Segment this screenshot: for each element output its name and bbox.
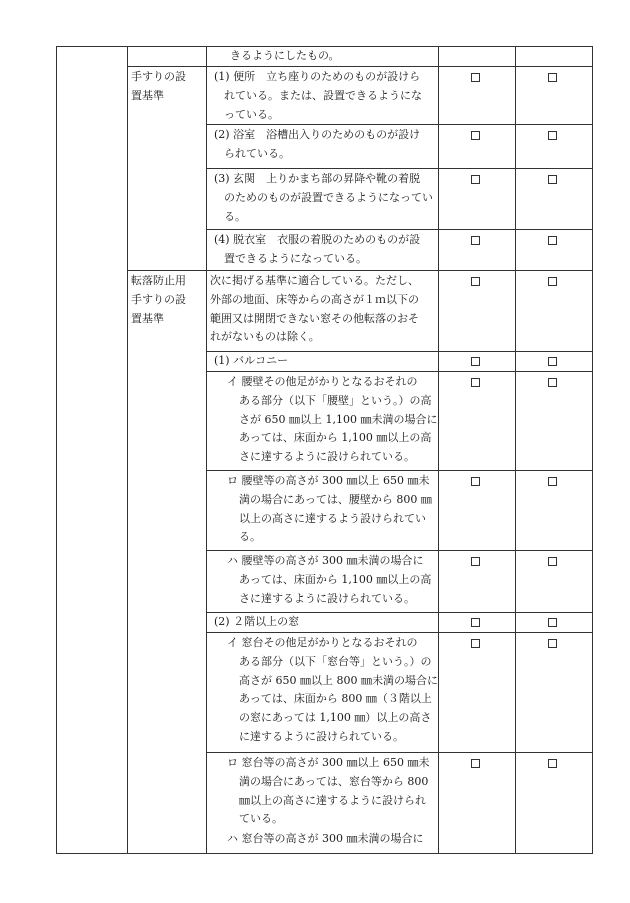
- text-line: あっては、床面から 1,100 ㎜以上の高: [239, 431, 432, 445]
- subcategory-line: 手すりの設: [131, 292, 186, 306]
- checkbox[interactable]: [548, 131, 557, 140]
- text-line: の窓にあっては 1,100 ㎜）以上の高さ: [239, 711, 432, 725]
- text-line: 高さが 650 ㎜以上 800 ㎜未満の場合に: [239, 673, 438, 687]
- bottom-border: [56, 853, 593, 854]
- checkbox[interactable]: [548, 378, 557, 387]
- text-line: 満の場合にあっては、窓台等から 800: [239, 774, 429, 788]
- row-line: [206, 632, 593, 633]
- checkbox[interactable]: [471, 378, 480, 387]
- row-line: [127, 66, 593, 67]
- text-line: イ 腰壁その他足がかりとなるおそれの: [227, 375, 418, 388]
- text-line: ハ 窓台等の高さが 300 ㎜未満の場合に: [227, 832, 424, 845]
- checkbox[interactable]: [548, 175, 557, 184]
- text-line: (4) 脱衣室 衣服の着脱のためのものが設: [214, 233, 421, 246]
- checkbox[interactable]: [471, 639, 480, 648]
- checkbox[interactable]: [548, 759, 557, 768]
- row-text: [227, 830, 423, 849]
- text-line: ロ 腰壁等の高さが 300 ㎜以上 650 ㎜未: [227, 474, 430, 487]
- text-line: れがないものは除く。: [210, 330, 320, 344]
- text-line: のためのものが設置できるようになってい: [224, 190, 433, 204]
- row-line: [206, 752, 593, 753]
- row-text: [214, 126, 420, 164]
- subcategory-line: 置基準: [131, 88, 164, 102]
- checkbox[interactable]: [471, 175, 480, 184]
- row-line: [206, 168, 593, 169]
- text-line: さに達するように設けられている。: [239, 591, 415, 605]
- text-line: ている。: [239, 812, 283, 826]
- row-text: [227, 373, 437, 467]
- text-line: 以上の高さに達するよう設けられてい: [239, 511, 426, 525]
- checkbox[interactable]: [548, 357, 557, 366]
- checkbox[interactable]: [471, 759, 480, 768]
- row-text: [210, 272, 419, 347]
- row-line: [127, 270, 593, 271]
- text-line: ある部分（以下「腰壁」という。）の高: [239, 393, 432, 407]
- text-line: ㎜以上の高さに達するように設けられ: [239, 793, 426, 807]
- row-text: [214, 170, 433, 226]
- checkbox[interactable]: [548, 73, 557, 82]
- text-line: さに達するように設けられている。: [239, 450, 415, 464]
- text-line: る。: [224, 209, 246, 223]
- text-line: 置できるようになっている。: [224, 251, 367, 265]
- row-text: [227, 552, 431, 608]
- checkbox[interactable]: [548, 639, 557, 648]
- checkbox[interactable]: [471, 236, 480, 245]
- text-line: (2) 浴室 浴槽出入りのためのものが設け: [214, 128, 421, 141]
- text-line: あっては、床面から 800 ㎜（３階以上: [239, 692, 432, 706]
- text-line: さが 650 ㎜以上 1,100 ㎜未満の場合に: [239, 412, 438, 426]
- checkbox[interactable]: [548, 277, 557, 286]
- row-text: [227, 754, 429, 829]
- row-text: [214, 352, 288, 371]
- text-line: られている。: [224, 146, 290, 160]
- checkbox[interactable]: [471, 357, 480, 366]
- col-line-cat: [127, 46, 128, 854]
- checkbox[interactable]: [471, 277, 480, 286]
- text-line: ハ 腰壁等の高さが 300 ㎜未満の場合に: [227, 554, 424, 567]
- row-text: [214, 68, 422, 124]
- checkbox[interactable]: [548, 618, 557, 627]
- row-text: [227, 472, 432, 547]
- checkbox[interactable]: [471, 73, 480, 82]
- checkbox[interactable]: [548, 236, 557, 245]
- checkbox[interactable]: [471, 618, 480, 627]
- text-line: 外部の地面、床等からの高さが１ｍ以下の: [210, 292, 419, 306]
- row-line: [206, 550, 593, 551]
- subcategory-line: 手すりの設: [131, 70, 186, 83]
- col-line-left: [56, 46, 57, 854]
- checkbox[interactable]: [471, 477, 480, 486]
- row-line: [206, 229, 593, 230]
- text-line: っている。: [224, 107, 279, 121]
- subcategory-fall-prevention: [131, 272, 205, 328]
- row-line: [206, 470, 593, 471]
- checkbox[interactable]: [471, 557, 480, 566]
- row-text: [214, 613, 299, 632]
- text-line: ある部分（以下「窓台等」という。）の: [239, 654, 432, 668]
- checkbox[interactable]: [471, 131, 480, 140]
- text-line: きるようにしたもの。: [230, 49, 340, 62]
- row-text: [227, 634, 438, 747]
- text-line: に達するように設けられている。: [239, 729, 404, 743]
- subcategory-line: 転落防止用: [131, 274, 186, 287]
- text-line: (1) 便所 立ち座りのためのものが設けら: [214, 70, 421, 83]
- text-line: (1) バルコニー: [214, 354, 289, 367]
- text-line: (3) 玄関 上りかまち部の昇降や靴の着脱: [214, 172, 421, 185]
- text-line: 範囲又は開閉できない窓その他転落のおそ: [210, 311, 419, 325]
- subcategory-line: 置基準: [131, 311, 164, 325]
- text-line: る。: [239, 530, 261, 544]
- checkbox[interactable]: [548, 557, 557, 566]
- row-text: [214, 231, 420, 269]
- text-line: ロ 窓台等の高さが 300 ㎜以上 650 ㎜未: [227, 756, 430, 769]
- checkbox[interactable]: [548, 477, 557, 486]
- row-text: [230, 47, 340, 66]
- text-line: 満の場合にあっては、腰壁から 800 ㎜: [239, 492, 432, 506]
- text-line: イ 窓台その他足がかりとなるおそれの: [227, 636, 418, 649]
- text-line: (2) ２階以上の窓: [214, 615, 300, 628]
- subcategory-handrail: [131, 68, 205, 106]
- row-line: [206, 371, 593, 372]
- text-line: 次に掲げる基準に適合している。ただし、: [210, 274, 419, 287]
- text-line: あっては、床面から 1,100 ㎜以上の高: [239, 572, 432, 586]
- text-line: れている。または、設置できるようにな: [224, 88, 422, 102]
